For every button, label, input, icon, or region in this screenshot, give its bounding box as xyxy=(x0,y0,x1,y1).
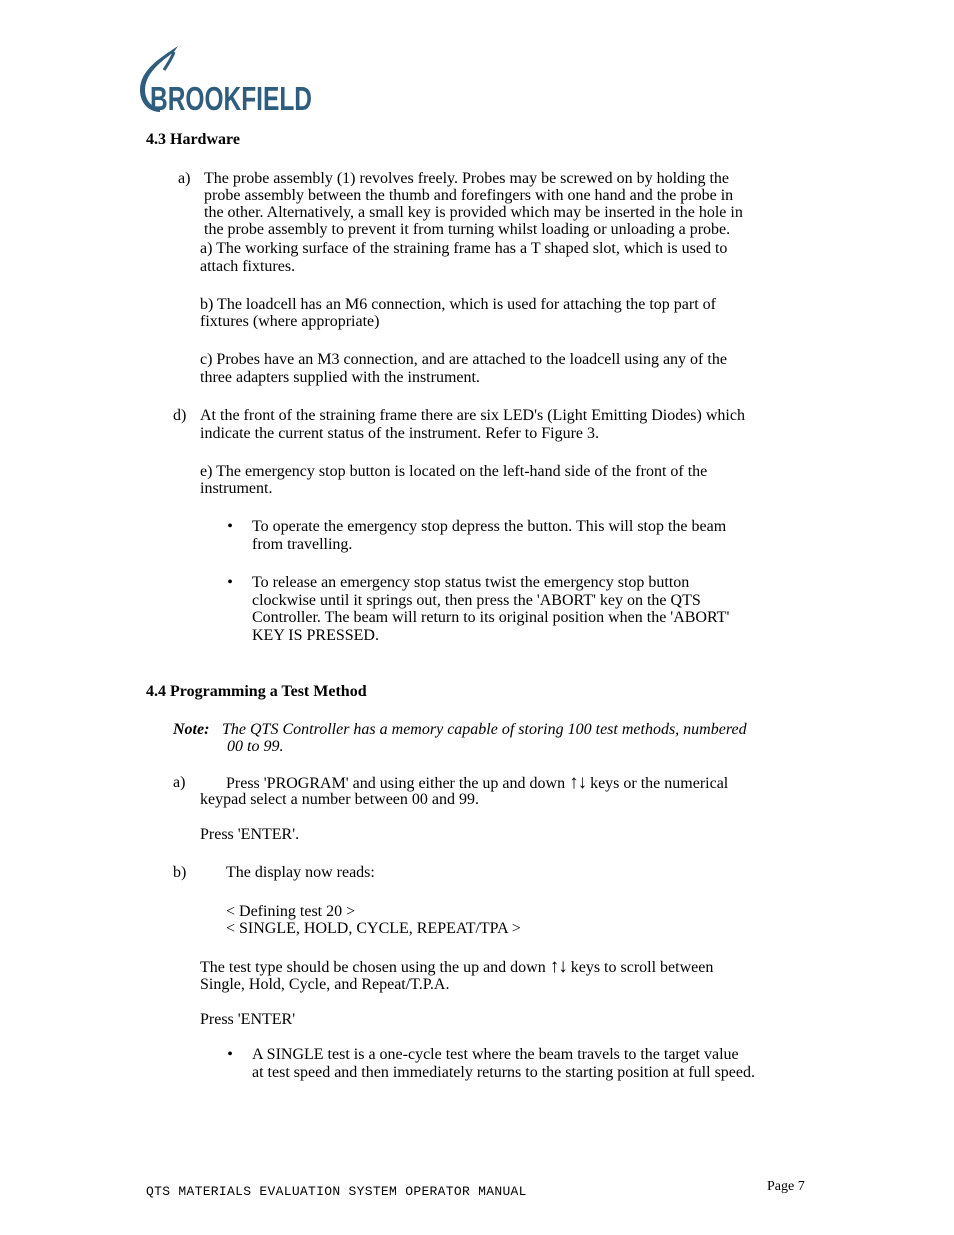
bullet-estop-operate-line-1: To operate the emergency stop depress the button. This will stop the beam xyxy=(252,518,727,535)
logo-wordmark: BROOKFIELD xyxy=(150,80,312,117)
press-enter-2: Press 'ENTER' xyxy=(200,1011,296,1028)
item-a2-line-1: a) The working surface of the straining frame has a T shaped slot, which is used to xyxy=(200,240,728,257)
bullet-estop-operate-line-2: from travelling. xyxy=(252,536,353,553)
section-heading-programming: 4.4 Programming a Test Method xyxy=(146,683,367,700)
up-down-arrows-icon: ↑↓ xyxy=(569,772,587,793)
item-a-line-3: the other. Alternatively, a small key is provided which may be inserted in the hole in xyxy=(204,204,743,221)
display-line-1: < Defining test 20 > xyxy=(226,903,356,920)
note-line-1: The QTS Controller has a memory capable of storing 100 test methods, numbered xyxy=(222,721,747,738)
item-b-line-1: b) The loadcell has an M6 connection, which is used for attaching the top part of xyxy=(200,296,716,313)
bullet-single-test-line-2: at test speed and then immediately returns to the starting position at full speed. xyxy=(252,1064,755,1081)
item-a-line-2: probe assembly between the thumb and forefingers with one hand and the probe in xyxy=(204,187,734,204)
bullet-marker: • xyxy=(227,518,233,535)
step-a-text-pre: Press 'PROGRAM' and using either the up and down xyxy=(226,775,566,792)
note-label: Note: xyxy=(173,721,210,738)
bullet-marker: • xyxy=(227,1046,233,1063)
press-enter-1: Press 'ENTER'. xyxy=(200,826,300,843)
section-heading-hardware: 4.3 Hardware xyxy=(146,131,240,148)
item-d-label: d) xyxy=(173,407,187,424)
step-a-text-post: keys or the numerical xyxy=(590,775,729,792)
bullet-estop-release-line-1: To release an emergency stop status twist the emergency stop button xyxy=(252,574,690,591)
item-c-line-2: three adapters supplied with the instrument. xyxy=(200,369,480,386)
step-a-line-2: keypad select a number between 00 and 99. xyxy=(200,791,480,808)
bullet-estop-release-line-3: Controller. The beam will return to its original position when the 'ABORT' xyxy=(252,609,730,626)
bullet-estop-release-line-2: clockwise until it springs out, then press the 'ABORT' key on the QTS xyxy=(252,592,701,609)
test-type-text-pre: The test type should be chosen using the up and down xyxy=(200,959,546,976)
up-down-arrows-icon: ↑↓ xyxy=(549,956,567,977)
item-e-line-2: instrument. xyxy=(200,480,273,497)
item-d-line-2: indicate the current status of the instrument. Refer to Figure 3. xyxy=(200,425,599,442)
test-type-line-1 xyxy=(200,958,713,977)
footer-manual-title: QTS MATERIALS EVALUATION SYSTEM OPERATOR MANUAL xyxy=(146,1184,527,1199)
step-b-text: The display now reads: xyxy=(226,864,375,881)
item-a-line-4: the probe assembly to prevent it from turning whilst loading or unloading a probe. xyxy=(204,221,731,238)
bullet-marker: • xyxy=(227,574,233,591)
item-a2-line-2: attach fixtures. xyxy=(200,258,296,275)
bullet-estop-release-line-4: KEY IS PRESSED. xyxy=(252,627,379,644)
bullet-single-test-line-1: A SINGLE test is a one-cycle test where the beam travels to the target value xyxy=(252,1046,739,1063)
test-type-text-post: keys to scroll between xyxy=(570,959,714,976)
item-a-line-1: The probe assembly (1) revolves freely. Probes may be screwed on by holding the xyxy=(204,170,730,187)
step-a-label: a) xyxy=(173,774,186,791)
step-a-line-1 xyxy=(226,774,728,793)
item-a-label: a) xyxy=(178,170,191,187)
display-line-2: < SINGLE, HOLD, CYCLE, REPEAT/TPA > xyxy=(226,920,521,937)
item-c-line-1: c) Probes have an M3 connection, and are attached to the loadcell using any of the xyxy=(200,351,727,368)
item-b-line-2: fixtures (where appropriate) xyxy=(200,313,380,330)
note-line-2: 00 to 99. xyxy=(227,738,284,755)
item-e-line-1: e) The emergency stop button is located on the left-hand side of the front of the xyxy=(200,463,708,480)
test-type-line-2: Single, Hold, Cycle, and Repeat/T.P.A. xyxy=(200,976,450,993)
footer-page-number: Page 7 xyxy=(767,1179,805,1194)
step-b-label: b) xyxy=(173,864,187,881)
brookfield-logo xyxy=(138,44,316,116)
item-d-line-1: At the front of the straining frame there are six LED's (Light Emitting Diodes) which xyxy=(200,407,745,424)
